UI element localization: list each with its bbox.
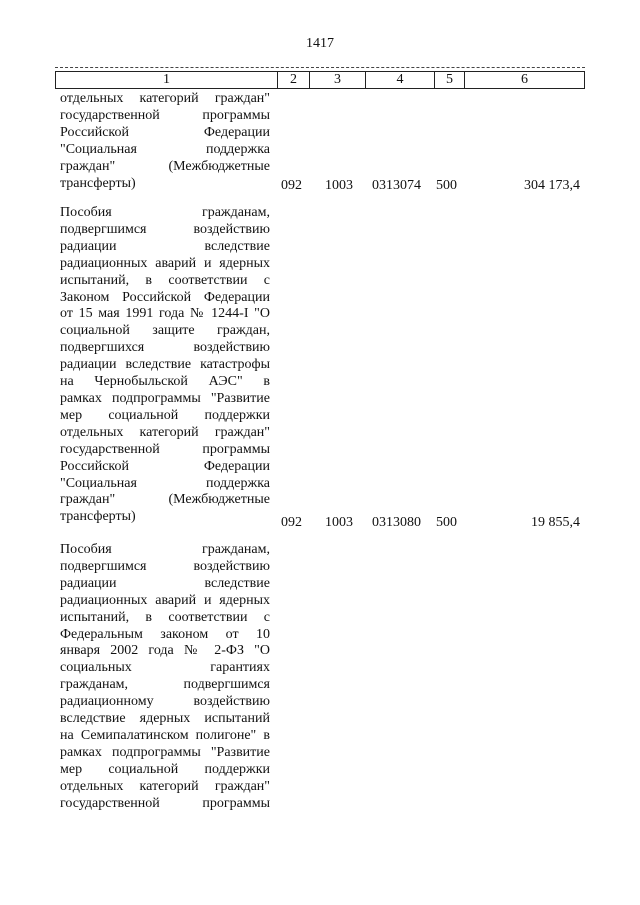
header-col-3: 3 [309, 71, 366, 89]
header-col-4: 4 [365, 71, 435, 89]
description-line: подвергшихся воздействию [60, 340, 270, 356]
description-line: граждан" (Межбюджетные [60, 492, 270, 508]
description-line: Законом Российской Федерации [60, 289, 270, 305]
description-line: Российской Федерации [60, 124, 270, 140]
row-0-col-5: 500 [436, 178, 457, 193]
description-line: государственной программы [60, 795, 270, 811]
description-line: подвергшимся воздействию [60, 558, 270, 574]
description-line: отдельных категорий граждан" [60, 778, 270, 794]
header-col-2: 2 [277, 71, 310, 89]
description-line: радиации вследствие [60, 575, 270, 591]
description-line: "Социальная поддержка [60, 475, 270, 491]
description-line: радиации вследствие [60, 238, 270, 254]
description-line: радиационному воздействию [60, 694, 270, 710]
row-0-col-6: 304 173,4 [524, 178, 580, 193]
description-line: Пособия гражданам, [60, 205, 270, 220]
table-row-0-description [60, 91, 270, 192]
header-col-6: 6 [464, 71, 585, 89]
row-1-col-5: 500 [436, 515, 457, 530]
header-col-5: 5 [434, 71, 465, 89]
description-line: социальной защите граждан, [60, 323, 270, 339]
description-line: трансферты) [60, 175, 136, 191]
description-line: подвергшимся воздействию [60, 221, 270, 237]
description-line: испытаний, в соответствии с [60, 272, 270, 288]
description-line: на Чернобыльской АЭС" в [60, 374, 270, 390]
row-0-col-4: 0313074 [372, 178, 421, 193]
description-line: радиации вследствие катастрофы [60, 357, 270, 373]
row-1-col-6: 19 855,4 [531, 515, 580, 530]
description-line: радиационных аварий и ядерных [60, 255, 270, 271]
description-line: испытаний, в соответствии с [60, 609, 270, 625]
description-line: Пособия гражданам, [60, 542, 270, 557]
description-line: отдельных категорий граждан" [60, 91, 270, 106]
description-line: радиационных аварий и ядерных [60, 592, 270, 608]
description-line: граждан" (Межбюджетные [60, 158, 270, 174]
description-line: Российской Федерации [60, 458, 270, 474]
description-line: государственной программы [60, 107, 270, 123]
description-line: трансферты) [60, 509, 136, 525]
description-line: государственной программы [60, 441, 270, 457]
description-line: мер социальной поддержки [60, 761, 270, 777]
row-0-col-3: 1003 [325, 178, 353, 193]
description-line: вследствие ядерных испытаний [60, 711, 270, 727]
table-row-2-description [60, 542, 270, 813]
description-line: "Социальная поддержка [60, 141, 270, 157]
header-dashed-rule [55, 67, 585, 68]
description-line: социальных гарантиях [60, 660, 270, 676]
row-1-col-3: 1003 [325, 515, 353, 530]
description-line: января 2002 года № 2-ФЗ "О [60, 643, 270, 659]
description-line: Федеральным законом от 10 [60, 626, 270, 642]
header-col-1: 1 [55, 71, 278, 89]
row-1-col-2: 092 [281, 515, 302, 530]
description-line: отдельных категорий граждан" [60, 424, 270, 440]
description-line: гражданам, подвергшимся [60, 677, 270, 693]
description-line: рамках подпрограммы "Развитие [60, 744, 270, 760]
table-row-1-description [60, 205, 270, 526]
description-line: от 15 мая 1991 года № 1244-I "О [60, 306, 270, 322]
description-line: мер социальной поддержки [60, 407, 270, 423]
row-1-col-4: 0313080 [372, 515, 421, 530]
page-number: 1417 [306, 36, 334, 51]
row-0-col-2: 092 [281, 178, 302, 193]
description-line: на Семипалатинском полигоне" в [60, 727, 270, 743]
description-line: рамках подпрограммы "Развитие [60, 390, 270, 406]
